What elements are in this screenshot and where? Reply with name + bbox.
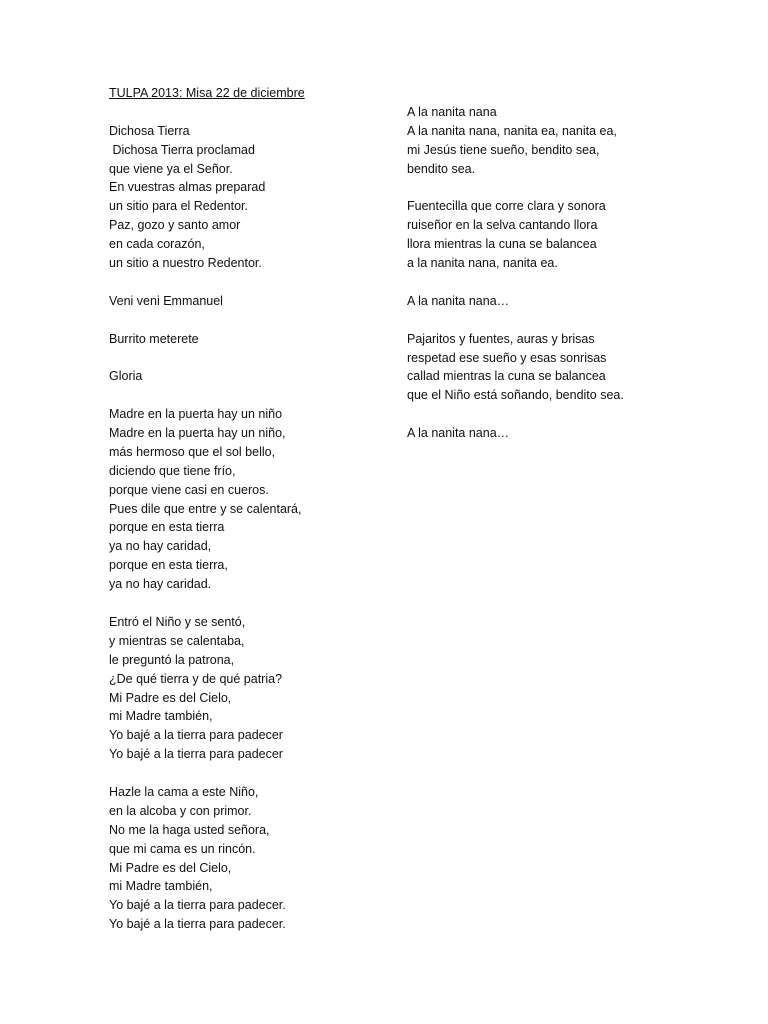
lyric-line: en cada corazón, — [109, 237, 205, 252]
lyric-line: A la nanita nana, nanita ea, nanita ea, — [407, 123, 617, 138]
lyric-line: le preguntó la patrona, — [109, 652, 235, 667]
lyric-line: ya no hay caridad, — [109, 539, 212, 554]
lyric-line: callad mientras la cuna se balancea — [407, 369, 606, 384]
lyric-line: ruiseñor en la selva cantando llora — [407, 218, 598, 233]
song-title-madre-en-la-puerta: Madre en la puerta hay un niño — [109, 407, 283, 422]
lyric-line: mi Jesús tiene sueño, bendito sea, — [407, 142, 600, 157]
refrain-line: A la nanita nana… — [407, 293, 510, 308]
right-column — [407, 103, 707, 443]
lyric-line: Pajaritos y fuentes, auras y brisas — [407, 331, 595, 346]
song-title-dichosa-tierra: Dichosa Tierra — [109, 123, 190, 138]
lyric-line: ¿De qué tierra y de qué patria? — [109, 671, 283, 686]
lyric-line: Yo bajé a la tierra para padecer. — [109, 898, 286, 913]
spacer — [109, 273, 369, 292]
lyric-line: diciendo que tiene frío, — [109, 463, 236, 478]
lyric-line: Pues dile que entre y se calentará, — [109, 501, 302, 516]
lyric-line: que el Niño está soñando, bendito sea. — [407, 388, 624, 403]
lyric-line: Dichosa Tierra proclamad — [109, 142, 255, 157]
lyric-line: Madre en la puerta hay un niño, — [109, 426, 286, 441]
lyric-line: llora mientras la cuna se balancea — [407, 237, 597, 252]
lyric-line: Mi Padre es del Cielo, — [109, 690, 232, 705]
lyric-line: bendito sea. — [407, 161, 476, 176]
spacer — [407, 179, 707, 198]
lyric-line: a la nanita nana, nanita ea. — [407, 256, 558, 271]
song-title-veni-emmanuel: Veni veni Emmanuel — [109, 293, 223, 308]
song-title-gloria: Gloria — [109, 369, 143, 384]
song-title-burrito: Burrito meterete — [109, 331, 199, 346]
lyric-line: un sitio a nuestro Redentor. — [109, 256, 262, 271]
lyric-line: respetad ese sueño y esas sonrisas — [407, 350, 607, 365]
lyric-line: un sitio para el Redentor. — [109, 199, 248, 214]
left-column — [109, 84, 369, 934]
spacer — [109, 311, 369, 330]
spacer — [109, 386, 369, 405]
lyric-line: porque en esta tierra — [109, 520, 225, 535]
document-header: TULPA 2013: Misa 22 de diciembre — [109, 86, 305, 100]
lyric-line: y mientras se calentaba, — [109, 633, 245, 648]
spacer — [109, 348, 369, 367]
lyric-line: mi Madre también, — [109, 879, 213, 894]
lyric-line: En vuestras almas preparad — [109, 180, 266, 195]
lyric-line: Fuentecilla que corre clara y sonora — [407, 199, 606, 214]
lyric-line: Yo bajé a la tierra para padecer — [109, 728, 283, 743]
spacer — [407, 273, 707, 292]
lyric-line: que mi cama es un rincón. — [109, 841, 256, 856]
refrain-line: A la nanita nana… — [407, 426, 510, 441]
lyric-line: Yo bajé a la tierra para padecer — [109, 747, 283, 762]
spacer — [407, 311, 707, 330]
spacer — [109, 594, 369, 613]
lyric-line: más hermoso que el sol bello, — [109, 444, 276, 459]
lyric-line: porque en esta tierra, — [109, 558, 228, 573]
lyric-line: Yo bajé a la tierra para padecer. — [109, 917, 286, 932]
spacer — [407, 405, 707, 424]
lyric-line: porque viene casi en cueros. — [109, 482, 269, 497]
lyric-line: No me la haga usted señora, — [109, 822, 270, 837]
song-title-a-la-nanita-nana: A la nanita nana — [407, 105, 497, 119]
lyric-line: que viene ya el Señor. — [109, 161, 233, 176]
lyric-line: Entró el Niño y se sentó, — [109, 614, 246, 629]
lyric-line: mi Madre también, — [109, 709, 213, 724]
spacer — [109, 764, 369, 783]
lyric-line: Paz, gozo y santo amor — [109, 218, 241, 233]
lyric-line: en la alcoba y con primor. — [109, 803, 252, 818]
lyric-line: Hazle la cama a este Niño, — [109, 784, 259, 799]
lyric-line: Mi Padre es del Cielo, — [109, 860, 232, 875]
lyric-line: ya no hay caridad. — [109, 577, 212, 592]
spacer — [109, 103, 369, 122]
